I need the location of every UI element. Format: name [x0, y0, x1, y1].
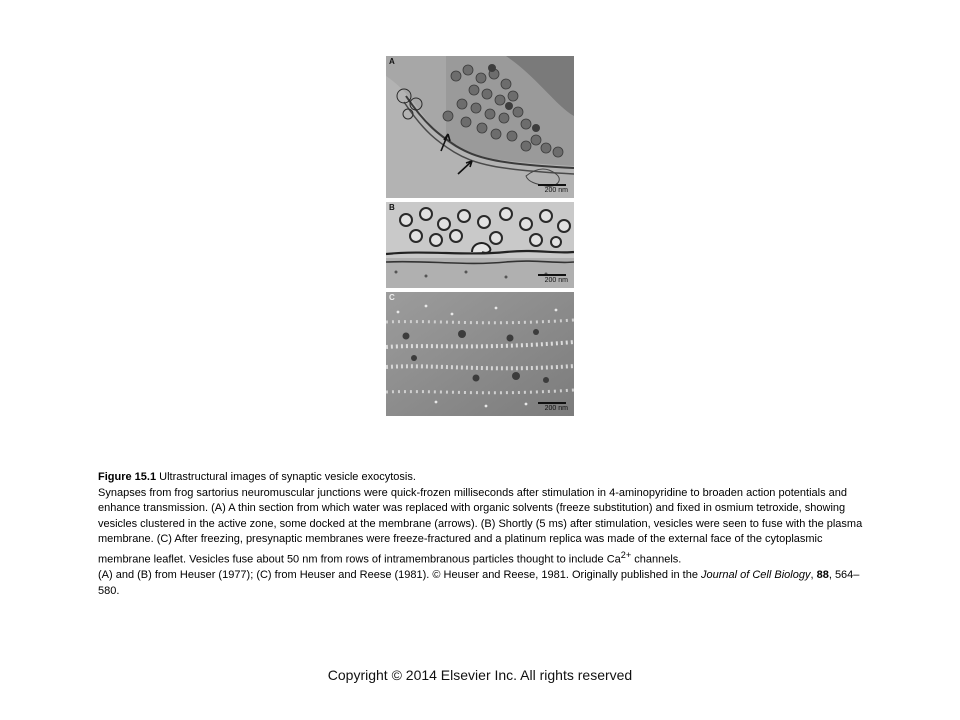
panel-a-image — [386, 56, 574, 198]
panel-a-micrograph — [386, 56, 574, 198]
panel-a-label: A — [389, 57, 395, 66]
caption-body — [98, 486, 868, 569]
figure-number: Figure 15.1 — [98, 471, 157, 483]
figure-title: Ultrastructural images of synaptic vesicle exocytosis. — [156, 471, 416, 483]
panel-c-micrograph — [386, 292, 574, 416]
panel-c-image — [386, 292, 574, 416]
panel-b-scale-label: 200 nm — [544, 277, 568, 284]
panel-a-scale-bar — [538, 184, 566, 186]
caption-credit — [98, 568, 868, 599]
panel-a-scale-label: 200 nm — [544, 187, 568, 194]
panel-b-scale-bar — [538, 274, 566, 276]
copyright-footer: Copyright © 2014 Elsevier Inc. All rights reserved — [327, 667, 633, 683]
figure-caption — [98, 470, 868, 599]
caption-superscript: 2+ — [620, 549, 632, 560]
caption-body-end: channels. — [631, 553, 682, 566]
journal-pages: , 564–580. — [98, 569, 860, 597]
panel-b-micrograph — [386, 202, 574, 288]
journal-volume: 88 — [816, 569, 829, 582]
panel-c-label: C — [389, 293, 395, 302]
caption-body-text: Synapses from frog sartorius neuromuscular junctions were quick-frozen milliseconds after stimulation in 4-aminopyridine to broaden action potentials and enhance transmission. (A) A thin section from which water was replaced with organic solvents (freeze substitution) and fixed in osmium tetroxide, showing vesicles clustered in the active zone, some docked at the membrane (arrows). (B) Shortly (5 ms) after stimulation, vesicles were seen to fuse with the plasma membrane. (C) After freezing, presynaptic membranes were freeze-fractured and a platinum replica was made of the external face of the cytoplasmic membrane leaflet. Vesicles fuse about 50 nm from rows of intramembranous particles thought to include Ca — [98, 486, 863, 566]
credit-text: (A) and (B) from Heuser (1977); (C) from Heuser and Reese (1981). © Heuser and Reese, 1981. Originally published in the — [98, 569, 701, 582]
panel-b-label: B — [389, 203, 395, 212]
caption-heading — [98, 470, 868, 486]
panel-c-scale-bar — [538, 402, 566, 404]
credit-separator: , — [810, 569, 817, 582]
panel-c-scale-label: 200 nm — [544, 405, 568, 412]
journal-name: Journal of Cell Biology — [701, 569, 811, 582]
